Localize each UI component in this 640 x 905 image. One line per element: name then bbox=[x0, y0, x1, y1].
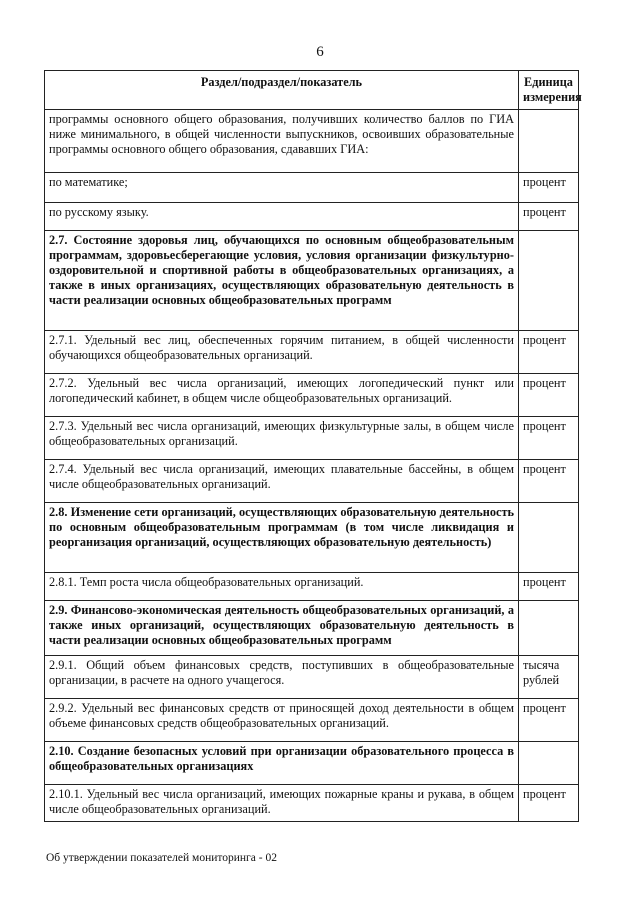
section-row bbox=[45, 231, 579, 331]
table-row bbox=[45, 203, 579, 231]
row-unit: процент bbox=[519, 785, 579, 822]
document-footer: Об утверждении показателей мониторинга - 02 bbox=[46, 852, 277, 864]
table-row bbox=[45, 656, 579, 699]
row-text: 2.7.3. Удельный вес числа организаций, имеющих физкультурные залы, в общем числе общеобразовательных организаций. bbox=[45, 417, 519, 460]
header-unit: Единица измерения bbox=[519, 71, 579, 110]
table-row bbox=[45, 699, 579, 742]
table-row bbox=[45, 573, 579, 601]
row-unit: тысяча рублей bbox=[519, 656, 579, 699]
table-row bbox=[45, 331, 579, 374]
row-unit bbox=[519, 231, 579, 331]
section-heading: 2.9. Финансово-экономическая деятельность общеобразовательных организаций, а также иных организаций, осуществляющих образовательную деятельность в части реализации основных общеобразовательных программ bbox=[45, 601, 519, 656]
page-number: 6 bbox=[316, 44, 324, 60]
table-row bbox=[45, 460, 579, 503]
row-text: 2.9.1. Общий объем финансовых средств, поступивших в общеобразовательные организации, в расчете на одного учащегося. bbox=[45, 656, 519, 699]
section-row bbox=[45, 742, 579, 785]
row-text: программы основного общего образования, получивших количество баллов по ГИА ниже минимального, в общей численности выпускников, освоивших образовательные программы основного общего образования, сдававших ГИА: bbox=[45, 110, 519, 173]
row-unit bbox=[519, 742, 579, 785]
section-row bbox=[45, 601, 579, 656]
row-text: 2.8.1. Темп роста числа общеобразовательных организаций. bbox=[45, 573, 519, 601]
row-text: 2.7.2. Удельный вес числа организаций, имеющих логопедический пункт или логопедический кабинет, в общем числе общеобразовательных организаций. bbox=[45, 374, 519, 417]
table-row bbox=[45, 110, 579, 173]
row-text: 2.9.2. Удельный вес финансовых средств от приносящей доход деятельности в общем объеме финансовых средств общеобразовательных организаций. bbox=[45, 699, 519, 742]
table-row bbox=[45, 785, 579, 822]
row-text: 2.7.4. Удельный вес числа организаций, имеющих плавательные бассейны, в общем числе общеобразовательных организаций. bbox=[45, 460, 519, 503]
table-row bbox=[45, 417, 579, 460]
row-unit: процент bbox=[519, 460, 579, 503]
indicator-table bbox=[44, 70, 582, 822]
row-unit: процент bbox=[519, 203, 579, 231]
table-row bbox=[45, 374, 579, 417]
row-unit bbox=[519, 110, 579, 173]
row-unit bbox=[519, 503, 579, 573]
row-unit: процент bbox=[519, 173, 579, 203]
section-heading: 2.7. Состояние здоровья лиц, обучающихся по основным общеобразовательным программам, здоровьесберегающие условия, условия организации физкультурно-оздоровительной и спортивной работы в общеобразовательных организациях, а также в иных организациях, осуществляющих образовательную деятельность в части реализации основных общеобразовательных программ bbox=[45, 231, 519, 331]
section-row bbox=[45, 503, 579, 573]
section-heading: 2.8. Изменение сети организаций, осуществляющих образовательную деятельность по основным общеобразовательным программам (в том числе ликвидация и реорганизация организаций, осуществляющих образовательную деятельность) bbox=[45, 503, 519, 573]
header-section-indicator: Раздел/подраздел/показатель bbox=[45, 71, 519, 110]
row-text: 2.7.1. Удельный вес лиц, обеспеченных горячим питанием, в общей численности обучающихся общеобразовательных организаций. bbox=[45, 331, 519, 374]
section-heading: 2.10. Создание безопасных условий при организации образовательного процесса в общеобразовательных организациях bbox=[45, 742, 519, 785]
row-unit: процент bbox=[519, 699, 579, 742]
row-text: по русскому языку. bbox=[45, 203, 519, 231]
row-unit: процент bbox=[519, 374, 579, 417]
row-unit bbox=[519, 601, 579, 656]
row-text: 2.10.1. Удельный вес числа организаций, имеющих пожарные краны и рукава, в общем числе общеобразовательных организаций. bbox=[45, 785, 519, 822]
row-unit: процент bbox=[519, 573, 579, 601]
row-unit: процент bbox=[519, 331, 579, 374]
table-row bbox=[45, 173, 579, 203]
row-unit: процент bbox=[519, 417, 579, 460]
row-text: по математике; bbox=[45, 173, 519, 203]
table-header-row bbox=[45, 71, 579, 110]
